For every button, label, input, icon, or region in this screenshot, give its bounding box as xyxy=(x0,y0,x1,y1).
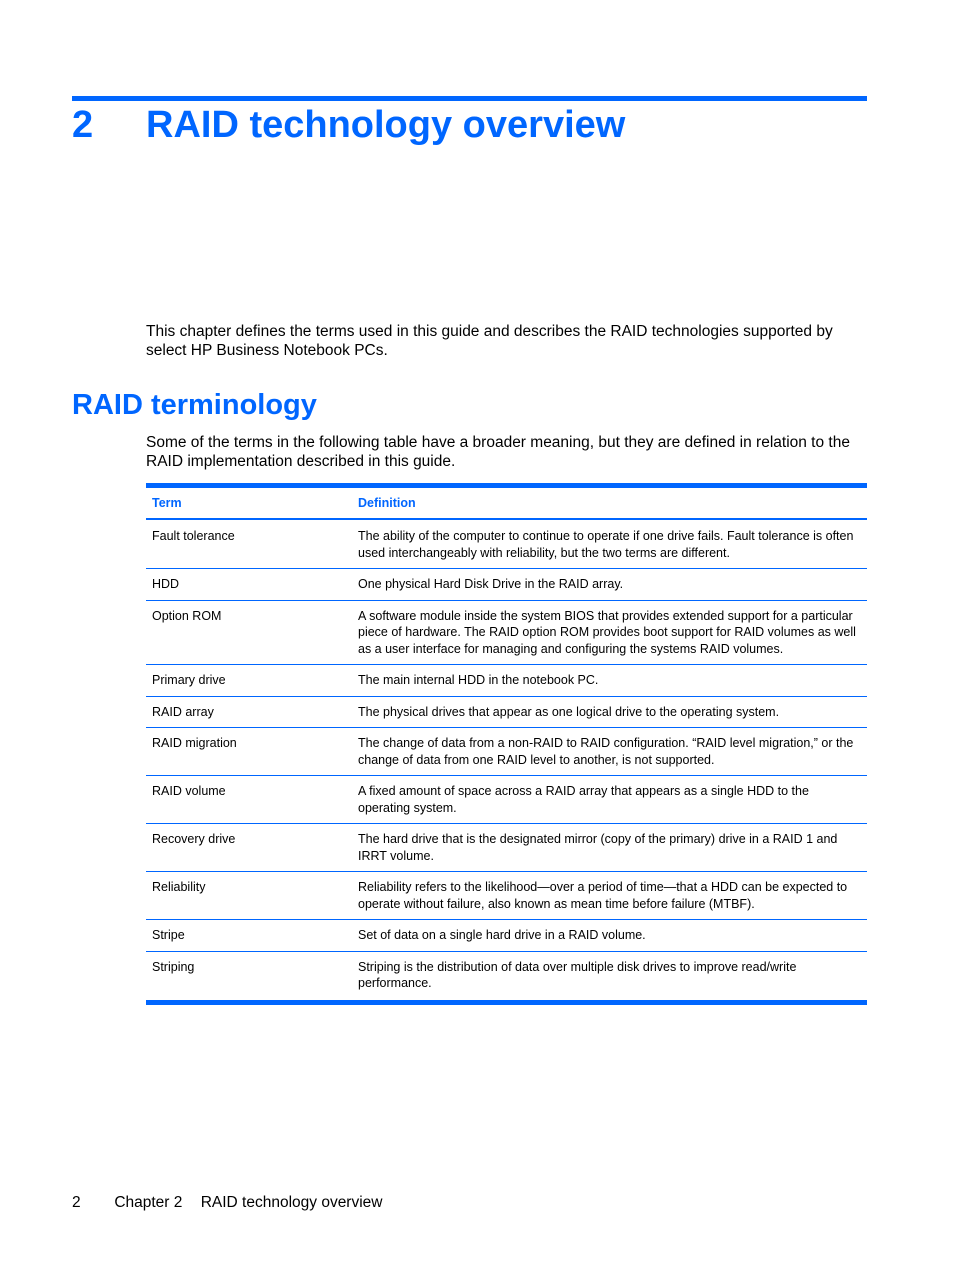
term-cell: Reliability xyxy=(146,872,352,920)
footer-chapter-title: RAID technology overview xyxy=(200,1194,383,1211)
table-row xyxy=(146,776,867,824)
chapter-intro: This chapter defines the terms used in this guide and describes the RAID technologies supported by select HP Business Notebook PCs. xyxy=(146,323,833,359)
page-number: 2 xyxy=(72,1194,81,1211)
definition-cell: One physical Hard Disk Drive in the RAID array. xyxy=(352,569,867,601)
table-row xyxy=(146,600,867,665)
table-row xyxy=(146,951,867,1002)
table-row xyxy=(146,728,867,776)
term-cell: RAID array xyxy=(146,696,352,728)
chapter-number: 2 xyxy=(72,104,94,146)
term-cell: HDD xyxy=(146,569,352,601)
definition-cell: The main internal HDD in the notebook PC. xyxy=(352,665,867,697)
section-intro: Some of the terms in the following table have a broader meaning, but they are defined in relation to the RAID implementation described in this guide. xyxy=(146,434,850,470)
table-row xyxy=(146,696,867,728)
definition-cell: Set of data on a single hard drive in a RAID volume. xyxy=(352,920,867,952)
chapter-title: RAID technology overview xyxy=(146,104,626,146)
term-cell: RAID volume xyxy=(146,776,352,824)
footer-chapter-label: Chapter 2 xyxy=(114,1194,183,1211)
definition-cell: A software module inside the system BIOS that provides extended support for a particular piece of hardware. The RAID option ROM provides boot support for RAID volumes as well as a user interface for managing and configuring the systems RAID volumes. xyxy=(352,600,867,665)
table-row xyxy=(146,920,867,952)
terminology-table xyxy=(146,483,867,1005)
section-heading: RAID terminology xyxy=(72,389,317,421)
definition-cell: Striping is the distribution of data over multiple disk drives to improve read/write performance. xyxy=(352,951,867,1002)
table-row xyxy=(146,665,867,697)
definition-cell: The ability of the computer to continue to operate if one drive fails. Fault tolerance is often used interchangeably with reliability, but the two terms are different. xyxy=(358,529,854,560)
definition-cell: A fixed amount of space across a RAID array that appears as a single HDD to the operating system. xyxy=(352,776,867,824)
page-footer xyxy=(72,1193,382,1212)
term-cell: Primary drive xyxy=(146,665,352,697)
definition-column-header: Definition xyxy=(352,486,867,520)
table-header-row xyxy=(146,486,867,520)
term-column-header: Term xyxy=(146,486,352,520)
term-cell: Striping xyxy=(146,951,352,1002)
definition-cell: Reliability refers to the likelihood—over a period of time—that a HDD can be expected to operate without failure, also known as mean time before failure (MTBF). xyxy=(352,872,867,920)
definition-cell: The hard drive that is the designated mirror (copy of the primary) drive in a RAID 1 and IRRT volume. xyxy=(352,824,867,872)
term-cell: Recovery drive xyxy=(146,824,352,872)
term-cell: Option ROM xyxy=(146,600,352,665)
definition-cell: The physical drives that appear as one logical drive to the operating system. xyxy=(352,696,867,728)
table-row xyxy=(146,519,867,569)
table-row xyxy=(146,569,867,601)
table-row xyxy=(146,872,867,920)
term-cell: Stripe xyxy=(146,920,352,952)
term-cell: RAID migration xyxy=(146,728,352,776)
term-cell: Fault tolerance xyxy=(152,529,235,543)
table-row xyxy=(146,824,867,872)
definition-cell: The change of data from a non-RAID to RAID configuration. “RAID level migration,” or the change of data from one RAID level to another, is not supported. xyxy=(352,728,867,776)
